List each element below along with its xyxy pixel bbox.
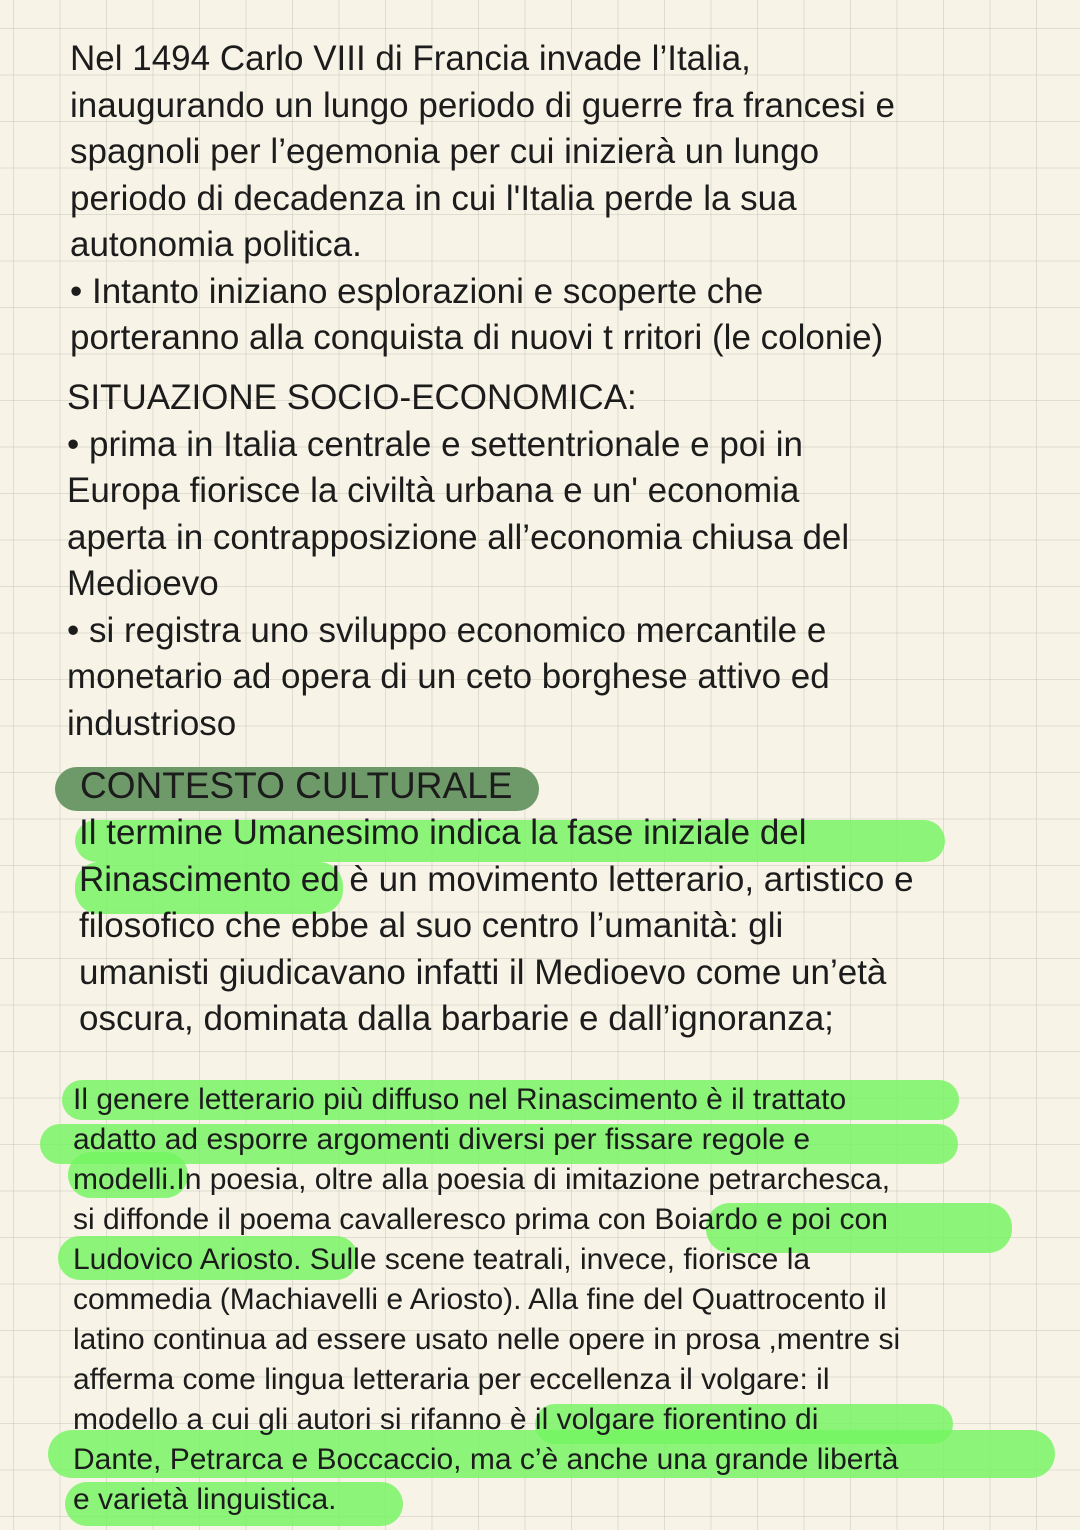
text-line: si diffonde il poema cavalleresco prima con Boiardo e poi con xyxy=(73,1203,888,1236)
text-line: industrioso xyxy=(67,703,237,743)
text-line: inaugurando un lungo periodo di guerre fra francesi e xyxy=(70,85,896,125)
text-line: filosofico che ebbe al suo centro l’umanità: gli xyxy=(79,906,784,945)
bullet-line: • Intanto iniziano esplorazioni e scoperte che xyxy=(70,271,764,311)
text-line: e varietà linguistica. xyxy=(73,1483,337,1516)
text-line: aperta in contrapposizione all’economia chiusa del xyxy=(67,517,850,557)
literature-paragraph xyxy=(73,1080,900,1520)
cultural-context-paragraph xyxy=(79,810,914,1043)
text-line: afferma come lingua letteraria per eccellenza il volgare: il xyxy=(73,1363,830,1396)
section-heading: CONTESTO CULTURALE xyxy=(80,765,513,806)
text-line: Il genere letterario più diffuso nel Rinascimento è il trattato xyxy=(73,1083,847,1116)
text-line: modelli.In poesia, oltre alla poesia di imitazione petrarchesca, xyxy=(73,1163,891,1196)
text-line: monetario ad opera di un ceto borghese attivo ed xyxy=(67,657,830,696)
text-line: autonomia politica. xyxy=(70,225,362,264)
text-line: Medioevo xyxy=(67,564,219,603)
text-line: adatto ad esporre argomenti diversi per fissare regole e xyxy=(73,1123,811,1156)
intro-paragraph xyxy=(70,36,895,362)
bullet-line: • prima in Italia centrale e settentrionale e poi in xyxy=(67,424,803,464)
text-line: modello a cui gli autori si rifanno è il volgare fiorentino di xyxy=(73,1403,819,1436)
text-line: Rinascimento ed è un movimento letterario, artistico e xyxy=(79,859,914,899)
text-line: umanisti giudicavano infatti il Medioevo come un’età xyxy=(79,952,887,992)
text-line: periodo di decadenza in cui l'Italia perde la sua xyxy=(70,178,797,218)
text-line: oscura, dominata dalla barbarie e dall’ignoranza; xyxy=(79,999,834,1038)
text-line: Dante, Petrarca e Boccaccio, ma c’è anche una grande libertà xyxy=(73,1443,899,1476)
text-line: latino continua ad essere usato nelle opere in prosa ,mentre si xyxy=(73,1323,901,1356)
socio-economic-section xyxy=(67,375,849,747)
text-line: Europa fiorisce la civiltà urbana e un' economia xyxy=(67,471,800,510)
text-line: spagnoli per l’egemonia per cui inizierà un lungo xyxy=(70,132,820,171)
bullet-line: • si registra uno sviluppo economico mercantile e xyxy=(67,610,827,650)
section-heading: SITUAZIONE SOCIO-ECONOMICA: xyxy=(67,378,637,417)
text-line: Ludovico Ariosto. Sulle scene teatrali, invece, fiorisce la xyxy=(73,1243,811,1276)
text-line: commedia (Machiavelli e Ariosto). Alla fine del Quattrocento il xyxy=(73,1283,887,1316)
text-line: Il termine Umanesimo indica la fase iniziale del xyxy=(79,813,807,852)
text-line: Nel 1494 Carlo VIII di Francia invade l’Italia, xyxy=(70,39,751,78)
text-line: porteranno alla conquista di nuovi t rritori (le colonie) xyxy=(70,318,884,357)
cultural-context-heading xyxy=(80,763,512,809)
